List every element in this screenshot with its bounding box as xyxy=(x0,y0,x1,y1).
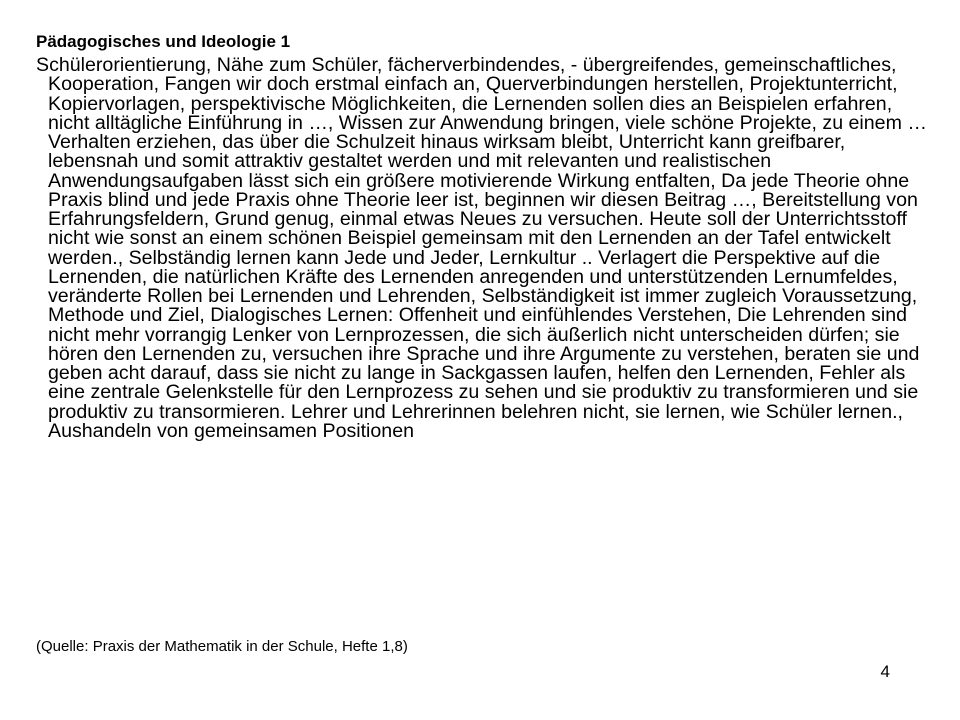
source-citation: (Quelle: Praxis der Mathematik in der Schule, Hefte 1,8) xyxy=(36,638,408,655)
body-text: Schülerorientierung, Nähe zum Schüler, fächerverbindendes, - übergreifendes, gemeinschaftliches, Kooperation, Fangen wir doch erstmal einfach an, Querverbindungen herstellen, Projektunterricht, Kopiervorlagen, perspektivische Möglichkeiten, die Lernenden sollen dies an Beispielen erfahren, nicht alltägliche Einführung in …, Wissen zur Anwendung bringen, viele schöne Projekte, zu einem … Verhalten erziehen, das über die Schulzeit hinaus wirksam bleibt, Unterricht kann greifbarer, lebensnah und somit attraktiv gestaltet werden und mit relevanten und realistischen Anwendungsaufgaben lässt sich ein größere motivierende Wirkung entfalten, Da jede Theorie ohne Praxis blind und jede Praxis ohne Theorie leer ist, beginnen wir diesen Beitrag …, Bereitstellung von Erfahrungsfeldern, Grund genug, einmal etwas Neues zu versuchen. Heute soll der Unterrichtsstoff nicht wie sonst an einem schönen Beispiel gemeinsam mit den Lernenden an der Tafel entwickelt werden., Selbständig lernen kann Jede und Jeder, Lernkultur .. Verlagert die Perspektive auf die Lernenden, die natürlichen Kräfte des Lernenden anregenden und unterstützenden Lernumfeldes, veränderte Rollen bei Lernenden und Lehrenden, Selbständigkeit ist immer zugleich Voraussetzung, Methode und Ziel, Dialogisches Lernen: Offenheit und einfühlendes Verstehen, Die Lehrenden sind nicht mehr vorrangig Lenker von Lernprozessen, die sich äußerlich nicht unterscheiden dürfen; sie hören den Lernenden zu, versuchen ihre Sprache und ihre Argumente zu verstehen, beraten sie und geben acht darauf, dass sie nicht zu lange in Sackgassen laufen, helfen den Lernenden, Fehler als eine zentrale Gelenkstelle für den Lernprozess zu sehen und sie produktiv zu transformieren und sie produktiv zu transormieren. Lehrer und Lehrerinnen belehren nicht, sie lernen, wie Schüler lernen., Aushandeln von gemeinsamen Positionen xyxy=(36,54,927,442)
page-number: 4 xyxy=(880,662,890,681)
slide-title: Pädagogisches und Ideologie 1 xyxy=(36,32,291,51)
